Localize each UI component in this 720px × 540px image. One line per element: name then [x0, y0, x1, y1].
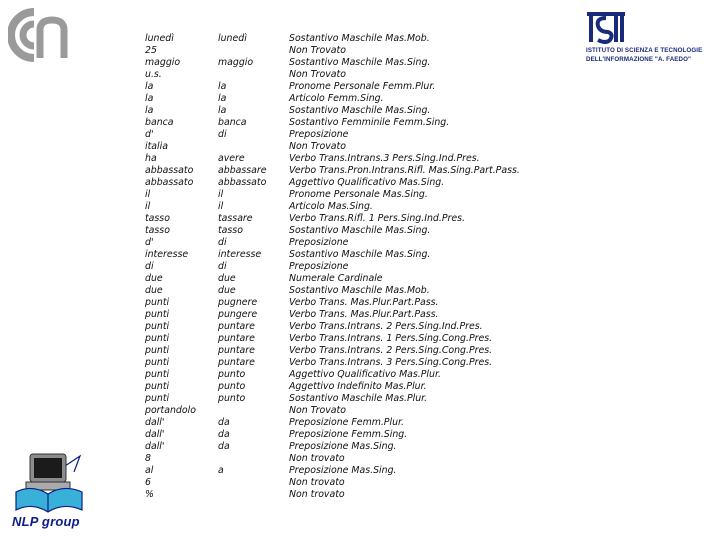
nlp-computer-book-icon [10, 448, 90, 514]
lemma-cell: pungere [218, 309, 258, 320]
word-cell: 25 [145, 45, 157, 56]
table-row [145, 153, 589, 165]
lemma-cell: tassare [218, 213, 253, 224]
tag-cell: Preposizione Femm.Plur. [289, 417, 404, 428]
table-row [145, 477, 589, 489]
lemma-cell: il [218, 189, 224, 200]
tag-cell: Sostantivo Maschile Mas.Mob. [289, 285, 430, 296]
word-cell: due [145, 285, 163, 296]
tag-cell: Sostantivo Maschile Mas.Plur. [289, 393, 428, 404]
table-row [145, 297, 589, 309]
word-cell: due [145, 273, 163, 284]
table-row [145, 69, 589, 81]
word-cell: u.s. [145, 69, 162, 80]
nlp-group-label: NLP group [12, 514, 80, 529]
tag-cell: Verbo Trans.Intrans. 1 Pers.Sing.Cong.Pres. [289, 333, 493, 344]
table-row [145, 189, 589, 201]
word-cell: punti [145, 345, 170, 356]
isti-line-2: DELL'INFORMAZIONE "A. FAEDO" [586, 56, 692, 63]
lemma-cell: il [218, 201, 224, 212]
tag-cell: Sostantivo Femminile Femm.Sing. [289, 117, 450, 128]
analysis-table-body [145, 33, 589, 501]
lemma-cell: lunedì [218, 33, 247, 44]
tag-cell: Verbo Trans.Intrans.3 Pers.Sing.Ind.Pres. [289, 153, 480, 164]
word-cell: il [145, 201, 151, 212]
lemma-cell: da [218, 417, 230, 428]
word-cell: 8 [145, 453, 151, 464]
lemma-cell: abbassare [218, 165, 267, 176]
table-row [145, 309, 589, 321]
table-row [145, 213, 589, 225]
tag-cell: Verbo Trans. Mas.Plur.Part.Pass. [289, 309, 439, 320]
tag-cell: Sostantivo Maschile Mas.Sing. [289, 57, 431, 68]
tag-cell: Verbo Trans.Rifl. 1 Pers.Sing.Ind.Pres. [289, 213, 465, 224]
word-cell: punti [145, 309, 170, 320]
lemma-cell: la [218, 81, 227, 92]
tag-cell: Sostantivo Maschile Mas.Mob. [289, 33, 430, 44]
table-row [145, 357, 589, 369]
word-cell: il [145, 189, 151, 200]
tag-cell: Aggettivo Qualificativo Mas.Sing. [289, 177, 445, 188]
tag-cell: Preposizione [289, 261, 349, 272]
lemma-cell: puntare [218, 333, 255, 344]
table-row [145, 129, 589, 141]
word-cell: banca [145, 117, 174, 128]
tag-cell: Preposizione [289, 129, 349, 140]
lemma-cell: puntare [218, 345, 255, 356]
tag-cell: Non trovato [289, 477, 345, 488]
tag-cell: Pronome Personale Femm.Plur. [289, 81, 436, 92]
tag-cell: Preposizione Mas.Sing. [289, 441, 397, 452]
word-cell: italia [145, 141, 168, 152]
table-row [145, 405, 589, 417]
table-row [145, 261, 589, 273]
lemma-cell [218, 69, 289, 81]
table-row [145, 81, 589, 93]
table-row [145, 429, 589, 441]
word-cell: la [145, 93, 154, 104]
lemma-cell: interesse [218, 249, 262, 260]
word-cell: portandolo [145, 405, 196, 416]
lemma-cell [218, 141, 289, 153]
tag-cell: Sostantivo Maschile Mas.Sing. [289, 249, 431, 260]
lemma-cell: banca [218, 117, 247, 128]
tag-cell: Sostantivo Maschile Mas.Sing. [289, 225, 431, 236]
lemma-cell [218, 405, 289, 417]
tag-cell: Aggettivo Qualificativo Mas.Plur. [289, 369, 441, 380]
word-cell: la [145, 81, 154, 92]
table-row [145, 249, 589, 261]
word-cell: % [145, 489, 154, 500]
tag-cell: Verbo Trans.Intrans. 3 Pers.Sing.Cong.Pres. [289, 357, 493, 368]
lemma-cell: di [218, 129, 227, 140]
table-row [145, 417, 589, 429]
tag-cell: Preposizione [289, 237, 349, 248]
tag-cell: Verbo Trans.Intrans. 2 Pers.Sing.Cong.Pres. [289, 345, 493, 356]
tag-cell: Pronome Personale Mas.Sing. [289, 189, 428, 200]
table-row [145, 321, 589, 333]
word-cell: abbassato [145, 165, 194, 176]
lemma-cell: a [218, 465, 224, 476]
table-row [145, 285, 589, 297]
table-row [145, 333, 589, 345]
word-cell: abbassato [145, 177, 194, 188]
table-row [145, 141, 589, 153]
morphological-analysis-table [145, 33, 589, 501]
lemma-cell: due [218, 285, 236, 296]
table-row [145, 45, 589, 57]
word-cell: punti [145, 321, 170, 332]
word-cell: punti [145, 297, 170, 308]
lemma-cell [218, 477, 289, 489]
tag-cell: Non Trovato [289, 45, 346, 56]
lemma-cell: di [218, 237, 227, 248]
tag-cell: Sostantivo Maschile Mas.Sing. [289, 105, 431, 116]
table-row [145, 93, 589, 105]
lemma-cell: tasso [218, 225, 243, 236]
lemma-cell: la [218, 105, 227, 116]
table-row [145, 453, 589, 465]
word-cell: maggio [145, 57, 181, 68]
tag-cell: Preposizione Femm.Sing. [289, 429, 408, 440]
table-row [145, 441, 589, 453]
lemma-cell: avere [218, 153, 245, 164]
tag-cell: Verbo Trans. Mas.Plur.Part.Pass. [289, 297, 439, 308]
tag-cell: Articolo Femm.Sing. [289, 93, 384, 104]
word-cell: ha [145, 153, 157, 164]
tag-cell: Non trovato [289, 453, 345, 464]
word-cell: dall' [145, 417, 165, 428]
tag-cell: Numerale Cardinale [289, 273, 383, 284]
word-cell: dall' [145, 429, 165, 440]
word-cell: 6 [145, 477, 151, 488]
tag-cell: Articolo Mas.Sing. [289, 201, 373, 212]
lemma-cell: maggio [218, 57, 254, 68]
lemma-cell: di [218, 261, 227, 272]
table-row [145, 177, 589, 189]
word-cell: la [145, 105, 154, 116]
table-row [145, 273, 589, 285]
word-cell: tasso [145, 225, 170, 236]
lemma-cell: due [218, 273, 236, 284]
table-row [145, 33, 589, 45]
word-cell: d' [145, 129, 154, 140]
lemma-cell: pugnere [218, 297, 258, 308]
nlp-group-logo [10, 448, 90, 534]
lemma-cell: abbassato [218, 177, 267, 188]
word-cell: punti [145, 333, 170, 344]
table-row [145, 345, 589, 357]
word-cell: punti [145, 381, 170, 392]
table-row [145, 381, 589, 393]
word-cell: di [145, 261, 154, 272]
table-row [145, 201, 589, 213]
table-row [145, 393, 589, 405]
lemma-cell [218, 453, 289, 465]
word-cell: lunedì [145, 33, 174, 44]
lemma-cell: punto [218, 393, 246, 404]
lemma-cell: da [218, 429, 230, 440]
lemma-cell: da [218, 441, 230, 452]
lemma-cell: punto [218, 381, 246, 392]
isti-logo [586, 10, 714, 70]
word-cell: punti [145, 357, 170, 368]
table-row [145, 57, 589, 69]
tag-cell: Preposizione Mas.Sing. [289, 465, 397, 476]
lemma-cell [218, 45, 289, 57]
lemma-cell: punto [218, 369, 246, 380]
tag-cell: Non Trovato [289, 69, 346, 80]
word-cell: punti [145, 393, 170, 404]
tag-cell: Non Trovato [289, 141, 346, 152]
tag-cell: Non trovato [289, 489, 345, 500]
table-row [145, 489, 589, 501]
lemma-cell: puntare [218, 357, 255, 368]
table-row [145, 369, 589, 381]
word-cell: tasso [145, 213, 170, 224]
word-cell: interesse [145, 249, 189, 260]
tag-cell: Non Trovato [289, 405, 346, 416]
table-row [145, 465, 589, 477]
tag-cell: Aggettivo Indefinito Mas.Plur. [289, 381, 427, 392]
word-cell: al [145, 465, 154, 476]
isti-emblem-icon [586, 10, 626, 46]
tag-cell: Verbo Trans.Intrans. 2 Pers.Sing.Ind.Pres. [289, 321, 483, 332]
table-row [145, 165, 589, 177]
table-row [145, 237, 589, 249]
cnr-logo [8, 8, 70, 62]
lemma-cell [218, 489, 289, 501]
lemma-cell: puntare [218, 321, 255, 332]
lemma-cell: la [218, 93, 227, 104]
word-cell: d' [145, 237, 154, 248]
tag-cell: Verbo Trans.Pron.Intrans.Rifl. Mas.Sing.Part.Pass. [289, 165, 520, 176]
cnr-logo-icon [8, 8, 70, 62]
table-row [145, 225, 589, 237]
table-row [145, 105, 589, 117]
table-row [145, 117, 589, 129]
word-cell: dall' [145, 441, 165, 452]
word-cell: punti [145, 369, 170, 380]
isti-line-1: ISTITUTO DI SCIENZA E TECNOLOGIE [586, 47, 703, 54]
